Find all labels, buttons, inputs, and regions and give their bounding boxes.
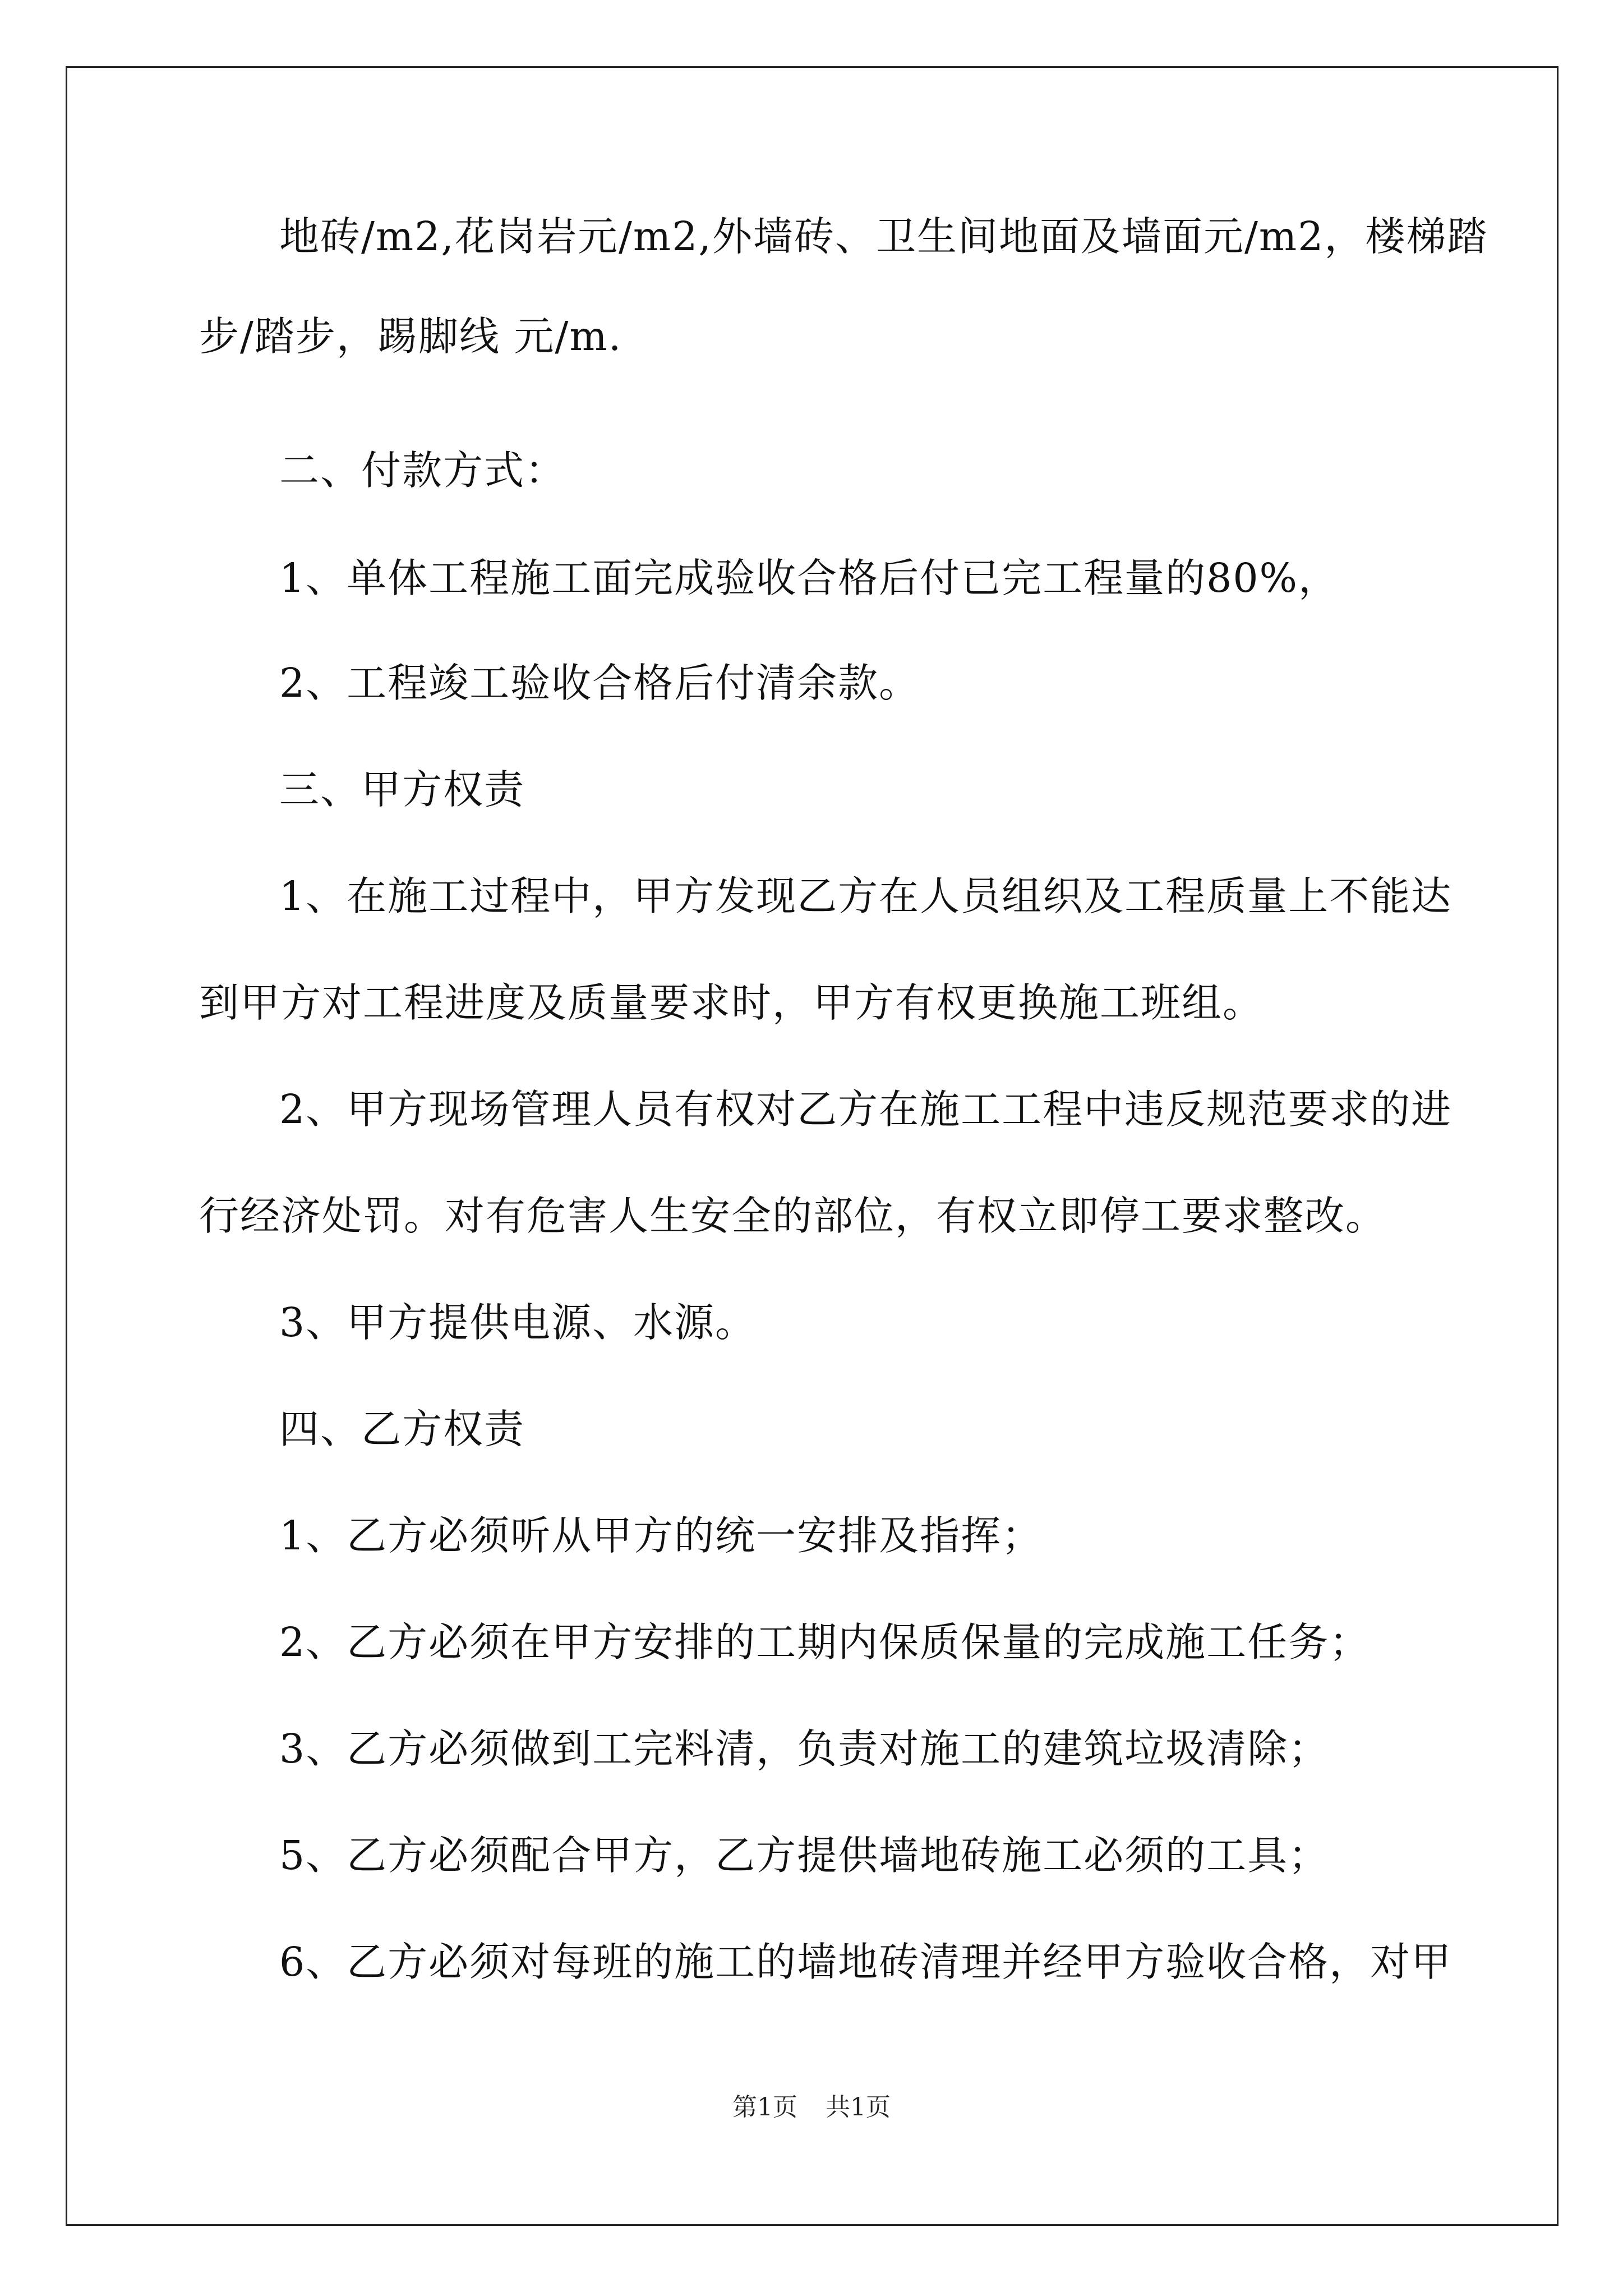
text-line: 3、甲方提供电源、水源。 [279,1299,757,1346]
text-line: 1、在施工过程中，甲方发现乙方在人员组织及工程质量上不能达 [279,873,1453,919]
section-heading: 四、乙方权责 [279,1406,525,1452]
page-border [66,66,1559,2226]
text-line: 6、乙方必须对每班的施工的墙地砖清理并经甲方验收合格，对甲 [279,1939,1453,1985]
text-line: 地砖/m2,花岗岩元/m2,外墙砖、卫生间地面及墙面元/m2，楼梯踏 [279,213,1488,260]
page-footer [0,2091,1623,2124]
text-line: 1、乙方必须听从甲方的统一安排及指挥； [279,1512,1043,1559]
section-heading: 三、甲方权责 [279,766,525,813]
text-line: 2、甲方现场管理人员有权对乙方在施工工程中违反规范要求的进 [279,1086,1453,1133]
section-heading: 二、付款方式： [279,447,566,494]
total-pages: 共1页 [826,2093,891,2122]
text-line: 2、工程竣工验收合格后付清余款。 [279,660,920,706]
page-number: 第1页 [732,2093,797,2122]
text-line: 2、乙方必须在甲方安排的工期内保质保量的完成施工任务； [279,1619,1371,1665]
text-line: 到甲方对工程进度及质量要求时，甲方有权更换施工班组。 [199,979,1264,1026]
text-line: 1、单体工程施工面完成验收合格后付已完工程量的80%， [279,555,1339,601]
text-line: 3、乙方必须做到工完料清，负责对施工的建筑垃圾清除； [279,1726,1330,1772]
text-line: 行经济处罚。对有危害人生安全的部位，有权立即停工要求整改。 [199,1193,1387,1239]
text-line: 5、乙方必须配合甲方，乙方提供墙地砖施工必须的工具； [279,1832,1330,1879]
text-line: 步/踏步，踢脚线 元/m. [199,313,623,360]
